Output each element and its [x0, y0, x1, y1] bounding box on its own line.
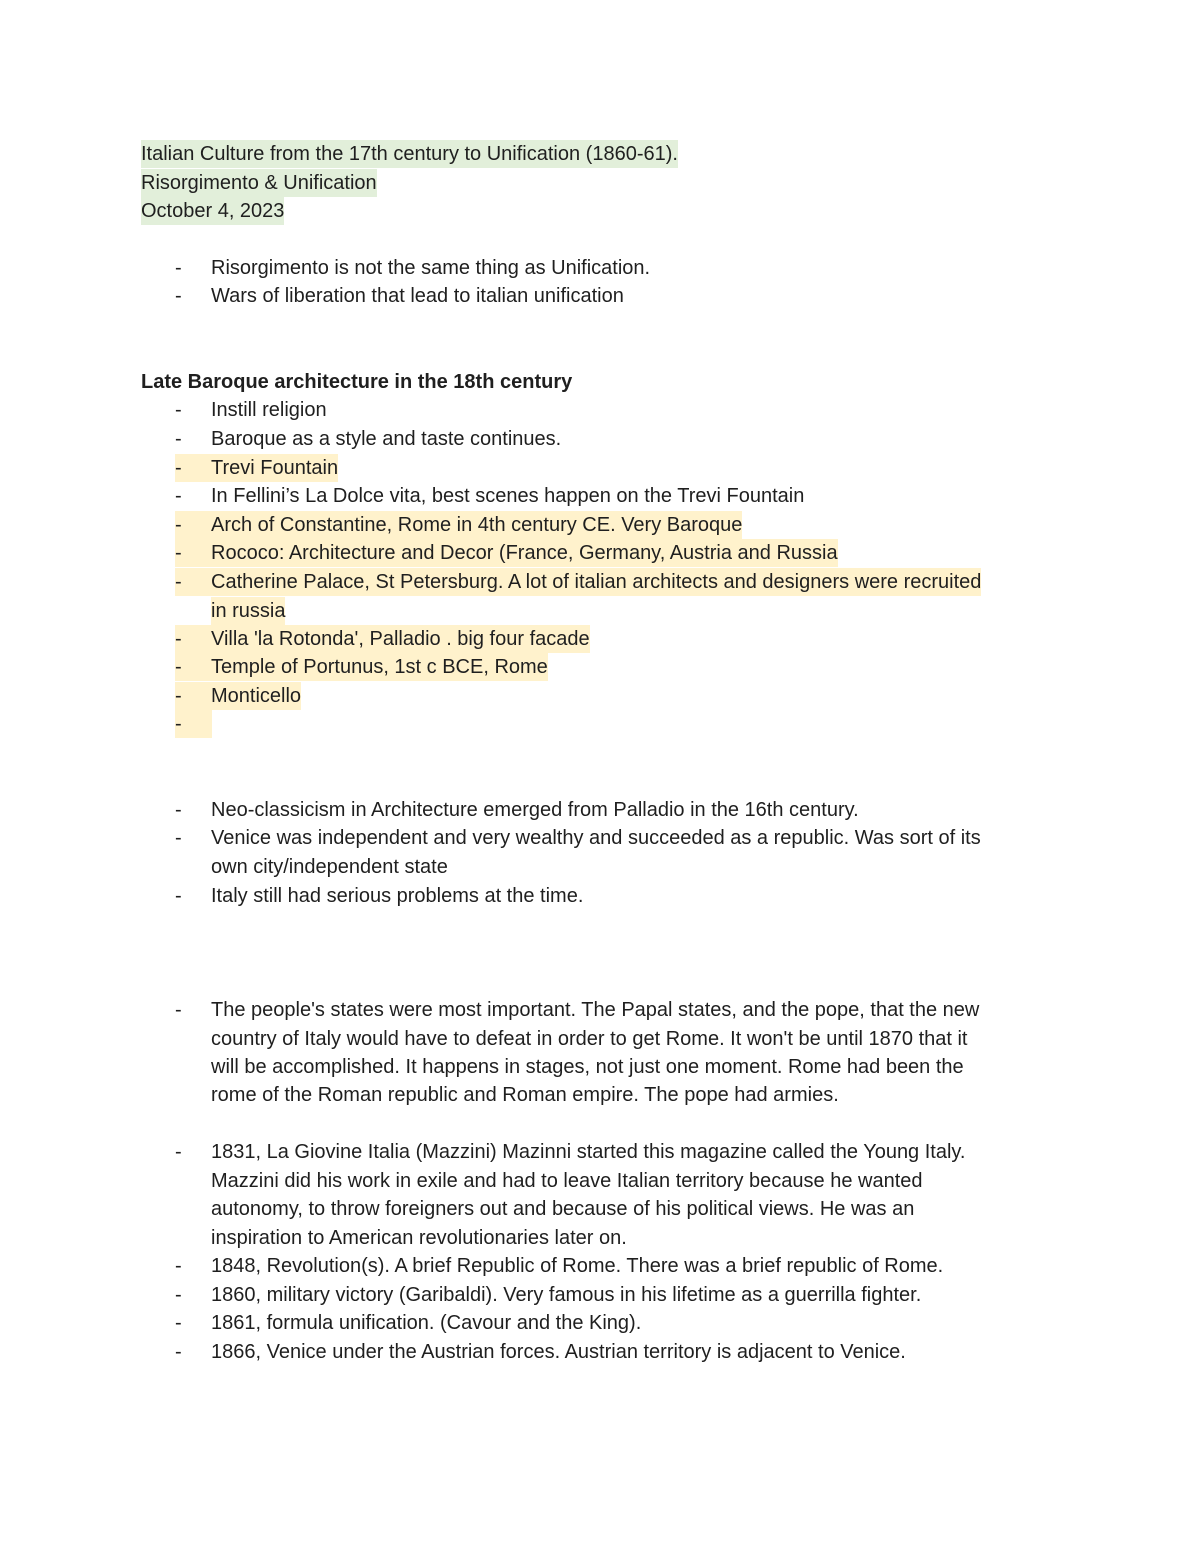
bullet-marker: -: [175, 885, 182, 907]
list-item-continuation: in russia: [211, 597, 285, 625]
list-item: Venice was independent and very wealthy and succeeded as a republic. Was sort of its: [211, 827, 981, 849]
bullet-marker: -: [175, 511, 212, 539]
bullet-marker: -: [175, 257, 182, 279]
document-date: October 4, 2023: [141, 197, 284, 225]
list-item: 1860, military victory (Garibaldi). Very famous in his lifetime as a guerrilla fighter.: [211, 1284, 922, 1306]
list-item: Neo-classicism in Architecture emerged from Palladio in the 16th century.: [211, 799, 859, 821]
list-item: The people's states were most important. The Papal states, and the pope, that the new: [211, 999, 980, 1021]
list-item: 1831, La Giovine Italia (Mazzini) Mazinni started this magazine called the Young Italy.: [211, 1141, 966, 1163]
bullet-marker: -: [175, 1255, 182, 1277]
bullet-marker: -: [175, 827, 182, 849]
list-item-highlighted: Rococo: Architecture and Decor (France, Germany, Austria and Russia: [211, 539, 838, 567]
bullet-marker: -: [175, 428, 182, 450]
list-item-continuation: country of Italy would have to defeat in order to get Rome. It won't be until 1870 that it: [211, 1028, 968, 1050]
document-subtitle: Risorgimento & Unification: [141, 169, 377, 197]
list-item: 1866, Venice under the Austrian forces. Austrian territory is adjacent to Venice.: [211, 1341, 906, 1363]
list-item: Wars of liberation that lead to italian unification: [211, 285, 624, 307]
list-item-continuation: will be accomplished. It happens in stages, not just one moment. Rome had been the: [211, 1056, 964, 1078]
bullet-marker: -: [175, 1284, 182, 1306]
list-item: 1861, formula unification. (Cavour and the King).: [211, 1312, 642, 1334]
bullet-marker: -: [175, 710, 212, 738]
list-item-continuation: inspiration to American revolutionaries later on.: [211, 1227, 627, 1249]
bullet-marker: -: [175, 568, 212, 596]
list-item-continuation: own city/independent state: [211, 856, 448, 878]
bullet-marker: -: [175, 682, 212, 710]
list-item-continuation: autonomy, to throw foreigners out and because of his political views. He was an: [211, 1198, 915, 1220]
list-item-continuation: Mazzini did his work in exile and had to leave Italian territory because he wanted: [211, 1170, 923, 1192]
bullet-marker: -: [175, 285, 182, 307]
bullet-marker: -: [175, 454, 212, 482]
list-item-highlighted: Arch of Constantine, Rome in 4th century CE. Very Baroque: [211, 511, 742, 539]
list-item-highlighted: Temple of Portunus, 1st c BCE, Rome: [211, 653, 548, 681]
list-item: In Fellini’s La Dolce vita, best scenes happen on the Trevi Fountain: [211, 485, 805, 507]
list-item: Instill religion: [211, 399, 327, 421]
bullet-marker: -: [175, 999, 182, 1021]
bullet-marker: -: [175, 625, 212, 653]
list-item-highlighted: Villa 'la Rotonda', Palladio . big four facade: [211, 625, 590, 653]
list-item: Risorgimento is not the same thing as Unification.: [211, 257, 651, 279]
bullet-marker: -: [175, 1312, 182, 1334]
list-item-continuation: rome of the Roman republic and Roman empire. The pope had armies.: [211, 1084, 839, 1106]
list-item: 1848, Revolution(s). A brief Republic of Rome. There was a brief republic of Rome.: [211, 1255, 944, 1277]
bullet-marker: -: [175, 399, 182, 421]
bullet-marker: -: [175, 485, 182, 507]
bullet-marker: -: [175, 653, 212, 681]
document-title: Italian Culture from the 17th century to Unification (1860-61).: [141, 140, 678, 168]
list-item: Italy still had serious problems at the time.: [211, 885, 584, 907]
section-heading: Late Baroque architecture in the 18th century: [141, 371, 573, 393]
bullet-marker: -: [175, 1341, 182, 1363]
bullet-marker: -: [175, 539, 212, 567]
list-item-highlighted: Monticello: [211, 682, 301, 710]
list-item-highlighted: Catherine Palace, St Petersburg. A lot of italian architects and designers were recruited: [211, 568, 981, 596]
list-item-highlighted: Trevi Fountain: [211, 454, 338, 482]
list-item: Baroque as a style and taste continues.: [211, 428, 562, 450]
bullet-marker: -: [175, 1141, 182, 1163]
bullet-marker: -: [175, 799, 182, 821]
